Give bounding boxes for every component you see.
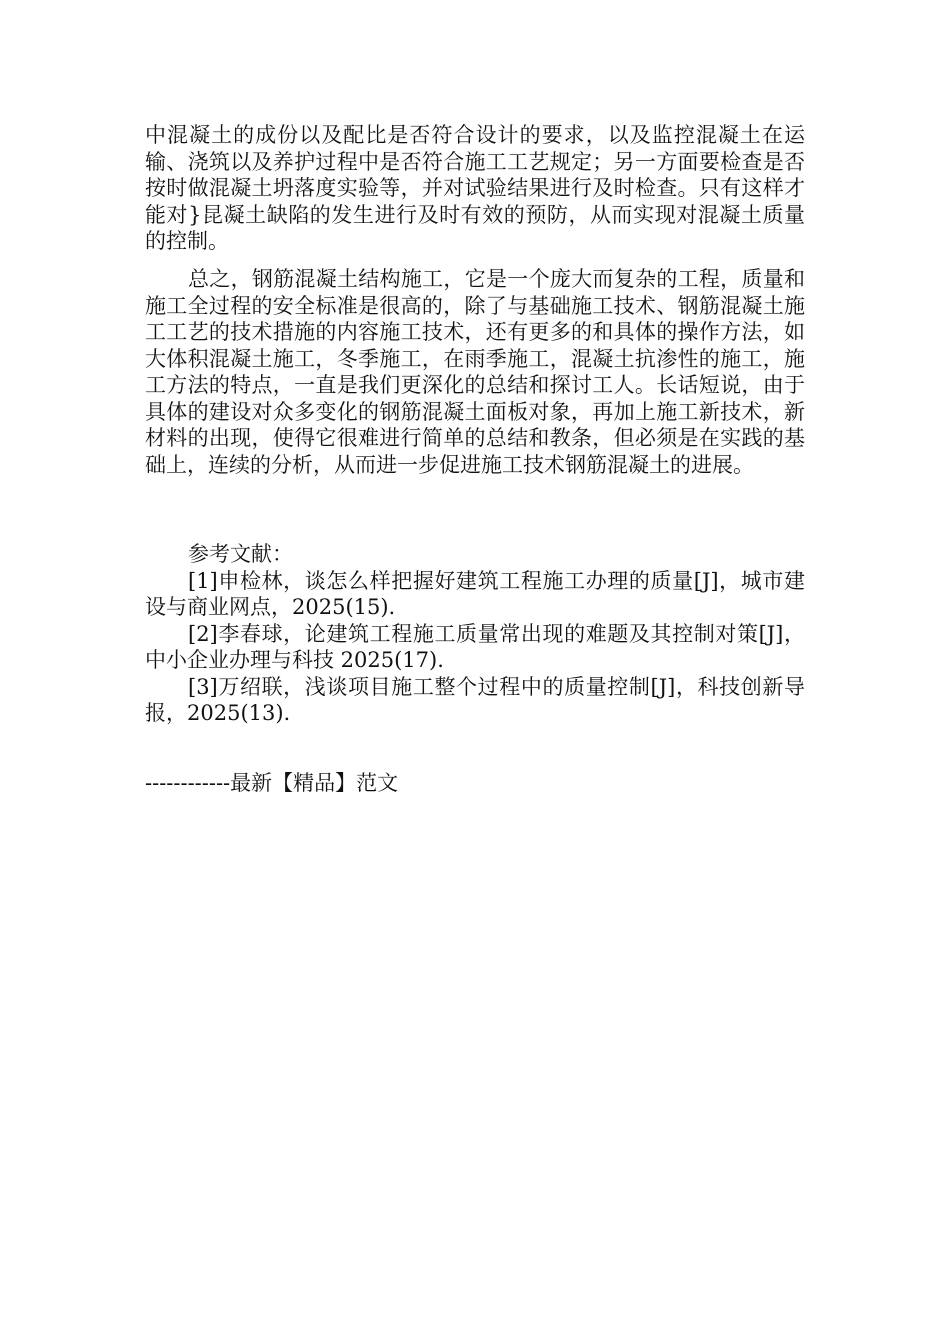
reference-item-2: [2]李春球，论建筑工程施工质量常出现的难题及其控制对策[J]，中小企业办理与科技 2025(17).: [145, 621, 805, 672]
references-section: [145, 541, 805, 727]
reference-item-1: [1]申检林，谈怎么样把握好建筑工程施工办理的质量[J]，城市建设与商业网点，2025(15).: [145, 568, 805, 619]
footer-note: ------------最新【精品】范文: [145, 771, 399, 795]
reference-item-3: [3]万绍联，浅谈项目施工整个过程中的质量控制[J]，科技创新导报，2025(13).: [145, 674, 805, 725]
paragraph-summary: [145, 266, 805, 478]
references-title: 参考文献：: [188, 542, 293, 566]
paragraph-text: 总之，钢筋混凝土结构施工，它是一个庞大而复杂的工程，质量和施工全过程的安全标准是很高的，除了与基础施工技术、钢筋混凝土施工工艺的技术措施的内容施工技术，还有更多的和具体的操作方法，如大体积混凝土施工，冬季施工，在雨季施工，混凝土抗渗性的施工，施工方法的特点，一直是我们更深化的总结和探讨工人。长话短说，由于具体的建设对众多变化的钢筋混凝土面板对象，再加上施工新技术，新材料的出现，使得它很难进行简单的总结和教条，但必须是在实践的基础上，连续的分析，从而进一步促进施工技术钢筋混凝土的进展。: [145, 267, 805, 477]
paragraph-text: 中混凝土的成份以及配比是否符合设计的要求，以及监控混凝土在运输、浇筑以及养护过程中是否符合施工工艺规定；另一方面要检查是否按时做混凝土坍落度实验等，并对试验结果进行及时检查。只有这样才能对}昆凝土缺陷的发生进行及时有效的预防，从而实现对混凝土质量的控制。: [145, 123, 805, 253]
paragraph-continuation: [145, 122, 805, 255]
